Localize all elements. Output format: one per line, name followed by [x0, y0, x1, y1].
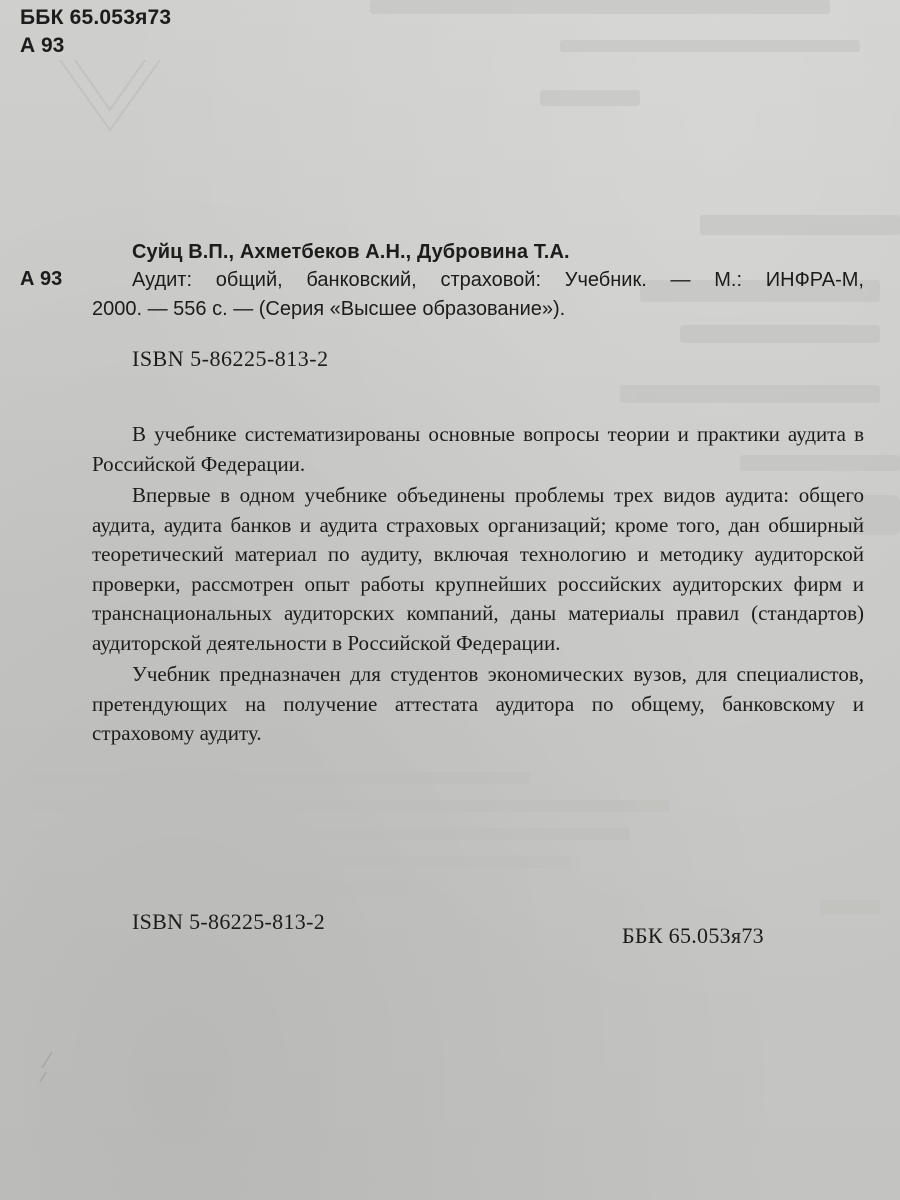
authors-line: Суйц В.П., Ахметбеков А.Н., Дубровина Т.А.	[132, 241, 570, 263]
biblio-line-2: 2000. — 556 с. — (Серия «Высшее образование»).	[92, 298, 566, 320]
isbn-footer: ISBN 5-86225-813-2	[132, 909, 326, 934]
isbn-record: ISBN 5-86225-813-2	[132, 346, 329, 371]
bibliographic-description	[92, 266, 864, 324]
author-mark-record: А 93	[20, 268, 63, 290]
biblio-line-1: Аудит: общий, банковский, страховой: Учебник. — М.: ИНФРА-М,	[132, 269, 864, 291]
bbk-code-top: ББК 65.053я73	[20, 6, 172, 29]
annotation-paragraph: Впервые в одном учебнике объединены проблемы трех видов аудита: общего аудита, аудита банков и аудита страховых организаций; кроме того, дан обширный теоретический материал по аудиту, включая технологию и методику аудиторской проверки, рассмотрен опыт работы крупнейших российских аудиторских фирм и транснациональных аудиторских компаний, даны материалы правил (стандартов) аудиторской деятельности в Российской Федерации.	[92, 483, 864, 655]
annotation-paragraph: В учебнике систематизированы основные вопросы теории и практики аудита в Российской Федерации.	[92, 422, 864, 476]
annotation-paragraph: Учебник предназначен для студентов экономических вузов, для специалистов, претендующих на получение аттестата аудитора по общему, банковскому и страховому аудиту.	[92, 662, 864, 745]
bbk-code-footer: ББК 65.053я73	[622, 923, 764, 948]
author-mark-top: А 93	[20, 34, 65, 57]
annotation	[92, 420, 864, 749]
